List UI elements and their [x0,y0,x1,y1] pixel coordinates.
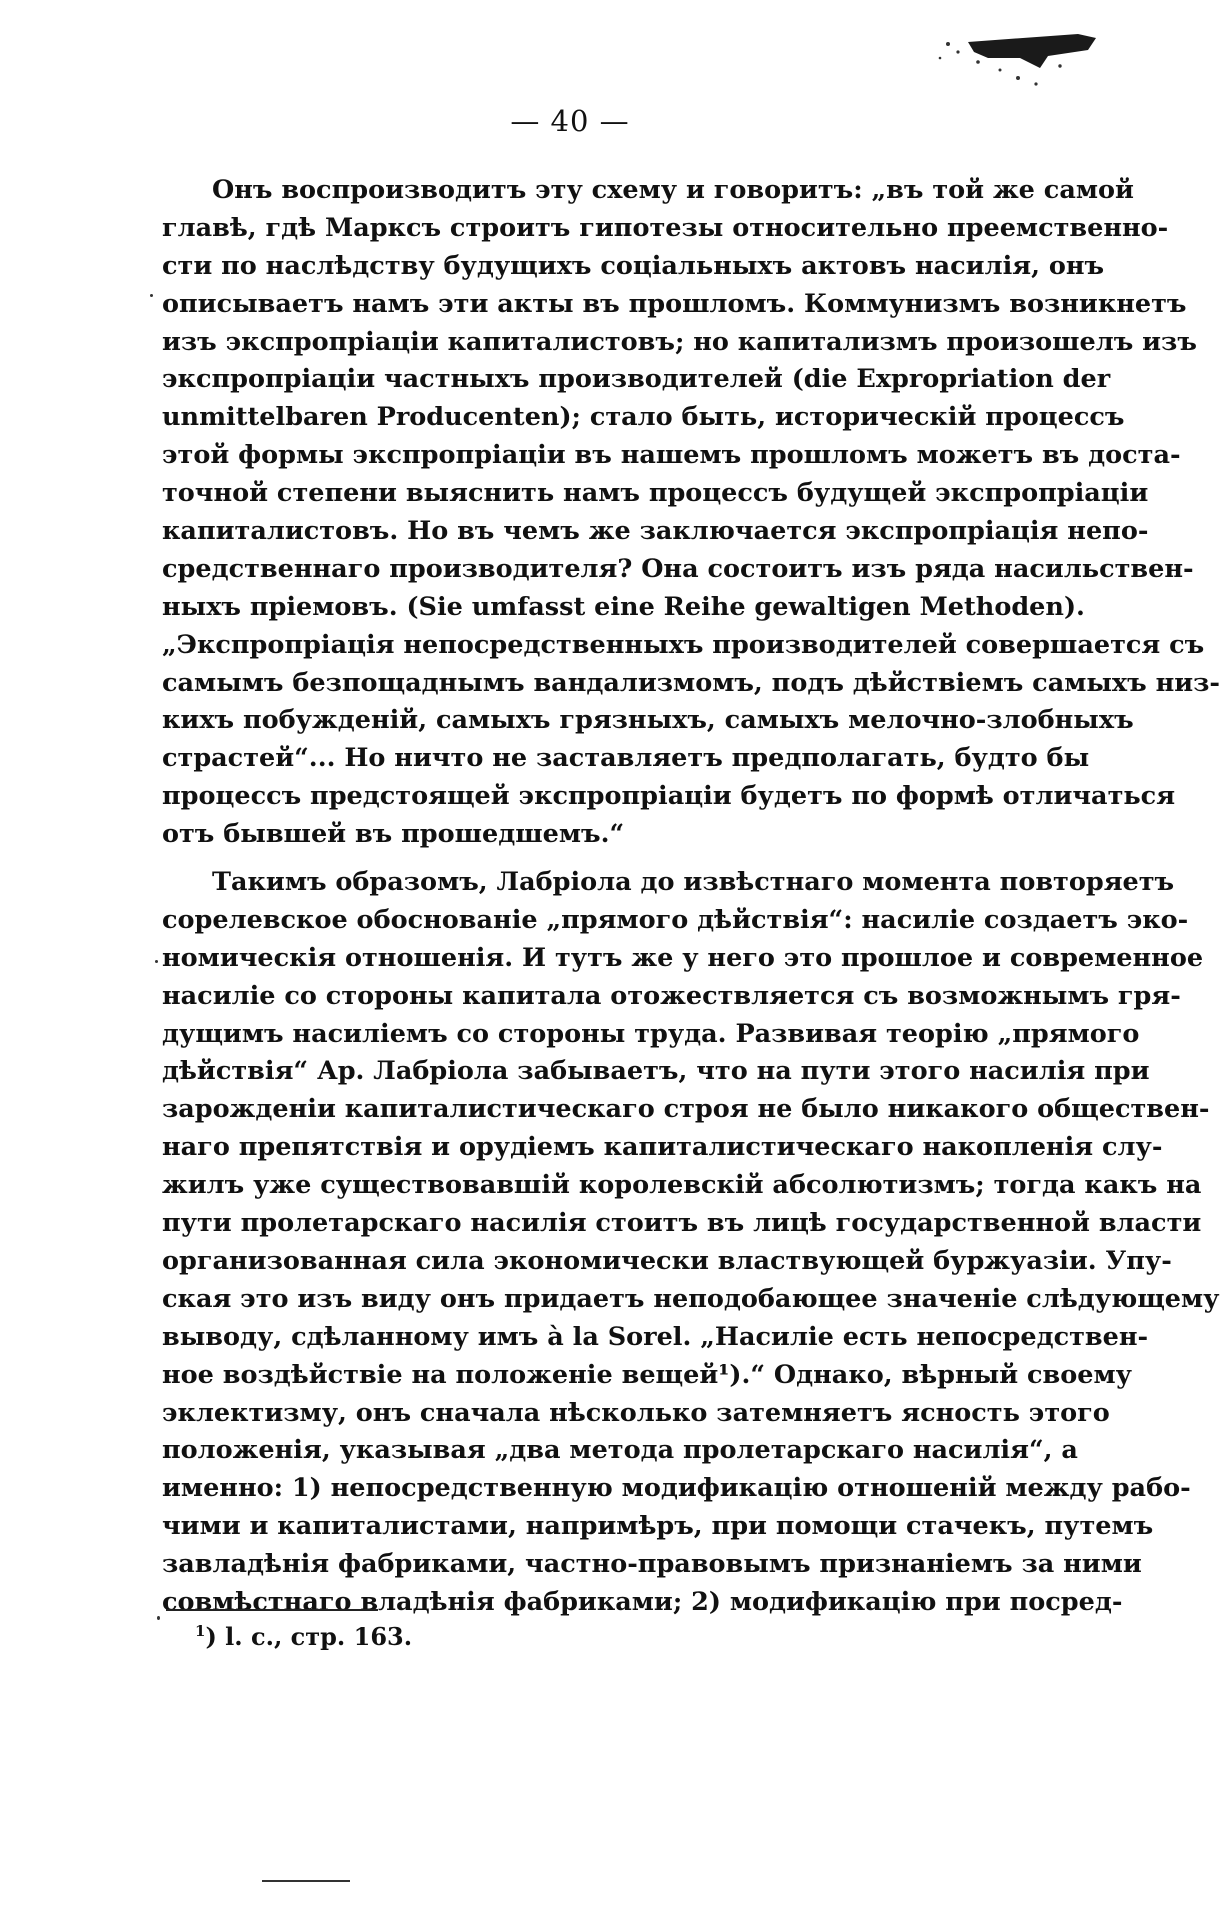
text-line: капиталистовъ. Но въ чемъ же заключается экспропріація непо- [162,516,1149,547]
text-line: эклектизму, онъ сначала нѣсколько затемняетъ ясность этого [162,1397,1110,1428]
text-line: экспропріаціи частныхъ производителей (die Exproprіation der [162,364,1111,395]
text-line: Онъ воспроизводитъ эту схему и говоритъ: „въ той же самой [212,175,1134,205]
paragraph [162,864,1220,1622]
text-line: unmittelbaren Producenten); стало быть, историческій процессъ [162,402,1125,433]
text-line: точной степени выяснить намъ процессъ будущей экспропріаціи [162,478,1149,509]
text-line: „Экспропріація непосредственныхъ производителей совершается съ [162,629,1205,660]
paragraph [162,172,1220,854]
text-line: организованная сила экономически властвующей буржуазіи. Упу- [162,1245,1172,1276]
text-line: Такимъ образомъ, Лабріола до извѣстнаго момента повторяетъ [212,867,1175,898]
ink-speck [150,294,153,297]
text-line: описываетъ намъ эти акты въ прошломъ. Коммунизмъ возникнетъ [162,288,1187,319]
text-line: завладѣнія фабриками, частно-правовымъ признаніемъ за ними [162,1549,1142,1580]
text-line: дущимъ насиліемъ со стороны труда. Развивая теорію „прямого [162,1018,1140,1049]
text-line: именно: 1) непосредственную модификацію отношеній между рабо- [162,1473,1191,1504]
text-line: ное воздѣйствіе на положеніе вещей¹).“ Однако, вѣрный своему [162,1359,1132,1390]
ink-speck [157,1616,160,1620]
text-line: кихъ побужденій, самыхъ грязныхъ, самыхъ мелочно-злобныхъ [162,705,1134,736]
page-number: — 40 — [510,104,630,138]
footnote-marker: 1 [195,1622,206,1640]
text-line: жилъ уже существовавшій королевскій абсолютизмъ; тогда какъ на [162,1170,1202,1201]
paragraph-gap [162,854,1062,864]
text-line: этой формы экспропріаціи въ нашемъ прошломъ можетъ въ доста- [162,440,1181,471]
text-line: сорелевское обоснованіе „прямого дѣйствія“: насиліе создаетъ эко- [162,904,1189,935]
text-line: наго препятствія и орудіемъ капиталистическаго накопленія слу- [162,1132,1163,1163]
text-line: номическія отношенія. И тутъ же у него это прошлое и современное [162,942,1204,973]
text-line: страстей“... Но ничто не заставляетъ предполагать, будто бы [162,743,1090,774]
text-line: ская это изъ виду онъ придаетъ неподобающее значеніе слѣдующему [162,1283,1220,1314]
text-line: зарожденіи капиталистическаго строя не было никакого обществен- [162,1094,1210,1125]
text-line: ныхъ пріемовъ. (Sie umfasst eine Reihe gewaltigen Methoden). [162,591,1085,622]
text-line: самымъ безпощаднымъ вандализмомъ, подъ дѣйствіемъ самыхъ низ- [162,667,1220,698]
text-line: главѣ, гдѣ Марксъ строитъ гипотезы относительно преемственно- [162,212,1169,243]
text-line: отъ бывшей въ прошедшемъ.“ [162,819,625,850]
text-line: насиліе со стороны капитала отожествляется съ возможнымъ гря- [162,980,1181,1011]
footnote-divider [166,1609,378,1611]
text-line: средственнаго производителя? Она состоитъ изъ ряда насильствен- [162,553,1194,584]
text-line: процессъ предстоящей экспропріаціи будетъ по формѣ отличаться [162,781,1176,812]
text-line: выводу, сдѣланному имъ à la Sorel. „Насиліе есть непосредствен- [162,1321,1149,1352]
text-line: пути пролетарскаго насилія стоитъ въ лицѣ государственной власти [162,1208,1202,1239]
ink-stamp-mark [928,28,1098,90]
text-line: чими и капиталистами, напримѣръ, при помощи стачекъ, путемъ [162,1511,1154,1542]
footnote-text: ) l. c., стр. 163. [205,1622,413,1651]
ink-speck [155,960,158,963]
text-line: положенія, указывая „два метода пролетарскаго насилія“, а [162,1435,1078,1466]
text-line: изъ экспропріаціи капиталистовъ; но капитализмъ произошелъ изъ [162,326,1197,357]
bottom-mark [262,1880,350,1882]
footnote [195,1622,412,1651]
text-line: дѣйствія“ Ар. Лабріола забываетъ, что на пути этого насилія при [162,1056,1150,1087]
text-line: сти по наслѣдству будущихъ соціальныхъ актовъ насилія, онъ [162,250,1105,281]
text-line: совмѣстнаго владѣнія фабриками; 2) модификацію при посред- [162,1586,1123,1617]
body-text [162,172,1220,1622]
